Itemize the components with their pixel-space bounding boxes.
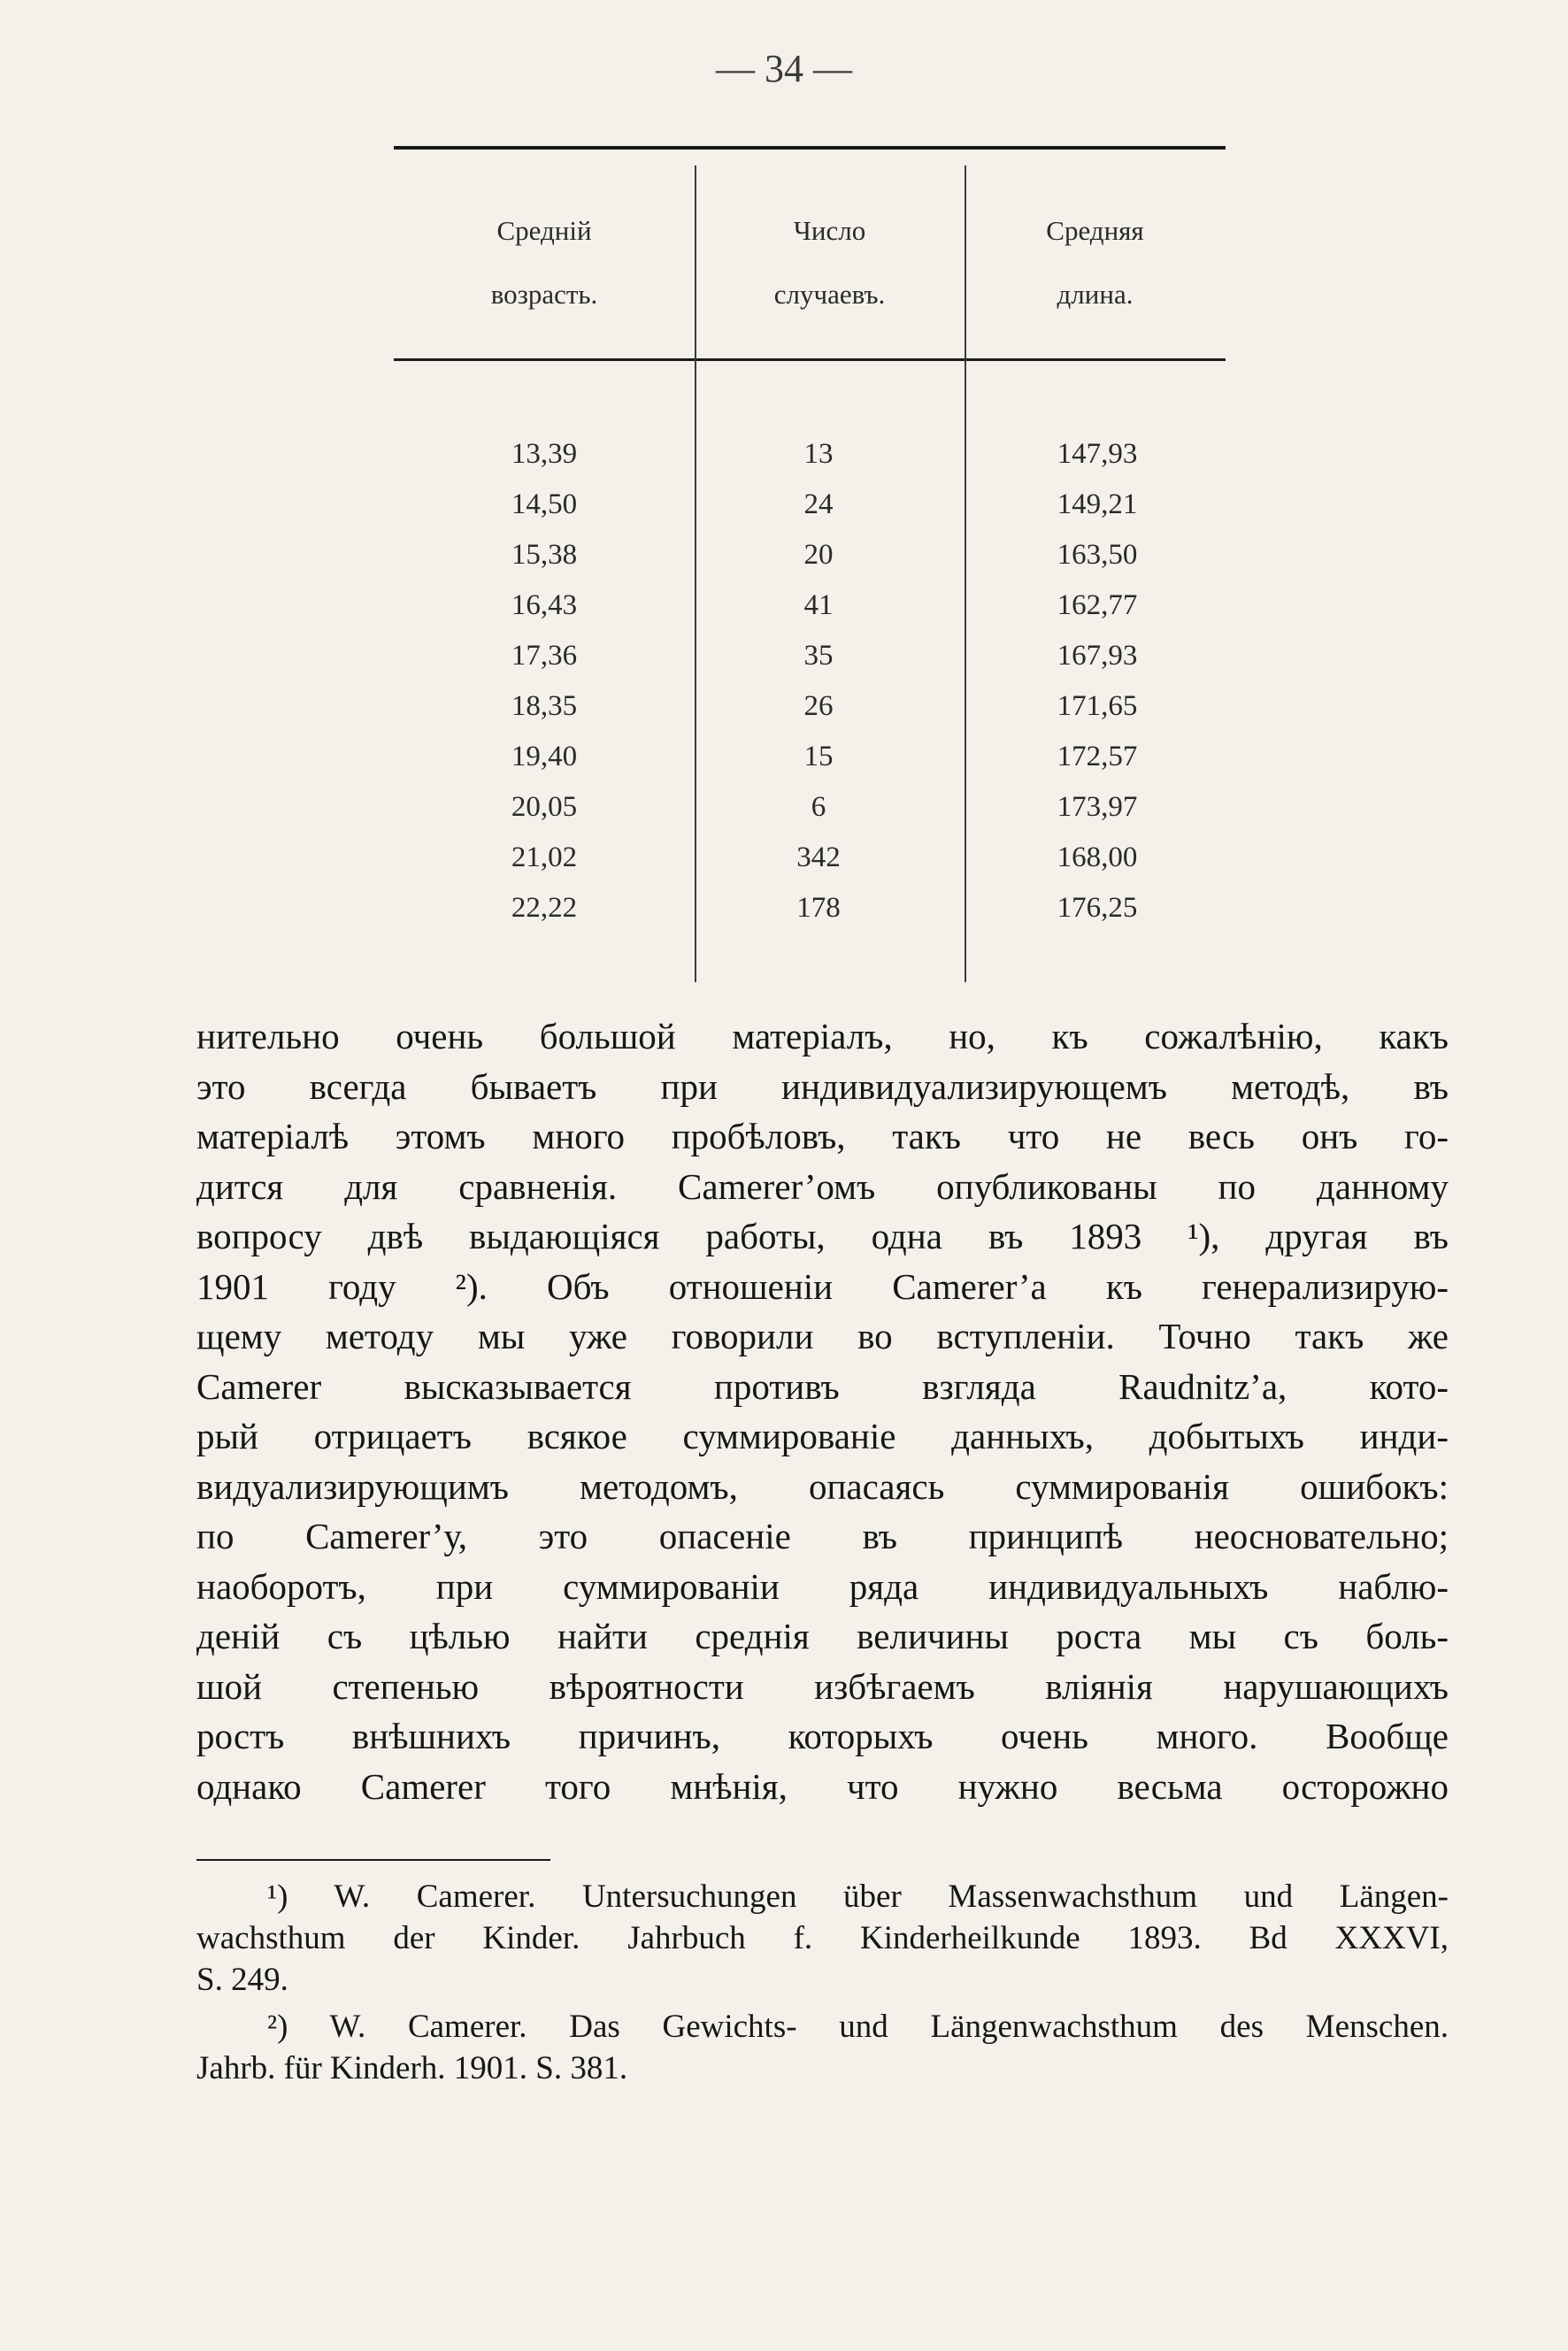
cell-cases: 20 (803, 539, 834, 571)
cell-age: 22,22 (511, 892, 578, 924)
cell-length: 167,93 (1057, 640, 1138, 672)
text-line: 1901 году ²). Объ отношеніи Camerer’a къ генерализирую- (196, 1265, 1449, 1307)
cell-length: 163,50 (1057, 539, 1138, 571)
footnote-2 (196, 2006, 1449, 2089)
table-header-rule (394, 358, 1226, 361)
text-line: рый отрицаетъ всякое суммированіе данныхъ, добытыхъ инди- (196, 1416, 1449, 1456)
table-row (394, 782, 1226, 833)
cell-length: 173,97 (1057, 791, 1138, 823)
text-line: ростъ внѣшнихъ причинъ, которыхъ очень много. Вообще (196, 1716, 1449, 1756)
cell-age: 19,40 (511, 741, 578, 772)
footnotes (196, 1876, 1449, 2094)
cell-age: 15,38 (511, 539, 578, 571)
cell-cases: 24 (803, 488, 834, 520)
table-row (394, 732, 1226, 782)
text-line: деній съ цѣлью найти среднія величины роста мы съ боль- (196, 1616, 1449, 1656)
cell-cases: 41 (803, 589, 834, 621)
cell-cases: 13 (803, 438, 834, 470)
table-row (394, 480, 1226, 530)
cell-age: 20,05 (511, 791, 578, 823)
table-row (394, 631, 1226, 681)
cell-length: 168,00 (1057, 841, 1138, 873)
cell-length: 149,21 (1057, 488, 1138, 520)
text-line: щему методу мы уже говорили во вступленіи. Точно такъ же (196, 1316, 1449, 1356)
cell-length: 171,65 (1057, 690, 1138, 722)
footnote-line: ²) W. Camerer. Das Gewichts- und Längenwachsthum des Menschen. (267, 2009, 1449, 2045)
table-row (394, 883, 1226, 933)
table-body (394, 429, 1226, 933)
cell-cases: 342 (796, 841, 841, 873)
cell-cases: 26 (803, 690, 834, 722)
table-row (394, 681, 1226, 732)
table-top-rule (394, 146, 1226, 150)
footnote-line: ¹) W. Camerer. Untersuchungen über Massenwachsthum und Längen- (267, 1878, 1449, 1915)
body-paragraph (196, 1011, 1449, 1811)
text-line: шой степенью вѣроятности избѣгаемъ вліянія нарушающихъ (196, 1665, 1449, 1707)
cell-length: 176,25 (1057, 892, 1138, 924)
footnote-line: S. 249. (196, 1962, 288, 1998)
cell-cases: 15 (803, 741, 834, 772)
data-table (394, 146, 1226, 982)
footnote-1 (196, 1876, 1449, 2001)
text-line: матеріалѣ этомъ много пробѣловъ, такъ что не весь онъ го- (196, 1116, 1449, 1156)
cell-cases: 178 (796, 892, 841, 924)
footnote-line: wachsthum der Kinder. Jahrbuch f. Kinderheilkunde 1893. Bd XXXVI, (196, 1920, 1449, 1956)
table-row (394, 530, 1226, 580)
column-header-cases: Число случаевъ. (773, 215, 886, 310)
table-row (394, 833, 1226, 883)
text-line: наоборотъ, при суммированіи ряда индивидуальныхъ наблю- (196, 1565, 1449, 1607)
cell-age: 18,35 (511, 690, 578, 722)
cell-age: 13,39 (511, 438, 578, 470)
cell-cases: 6 (811, 791, 826, 823)
page-number: — 34 — (716, 47, 852, 90)
text-line: вопросу двѣ выдающіяся работы, одна въ 1893 ¹), другая въ (196, 1216, 1449, 1256)
table-row (394, 429, 1226, 480)
cell-age: 16,43 (511, 589, 578, 621)
text-line: однако Camerer того мнѣнія, что нужно весьма осторожно (196, 1765, 1449, 1807)
column-header-age: Средній возрасть. (490, 215, 598, 310)
column-header-length: Средняя длина. (1046, 215, 1144, 310)
text-line: это всегда бываетъ при индивидуализирующемъ методѣ, въ (196, 1065, 1449, 1107)
text-line: нительно очень большой матеріалъ, но, къ сожалѣнію, какъ (196, 1016, 1449, 1056)
cell-length: 147,93 (1057, 438, 1138, 470)
text-line: видуализирующимъ методомъ, опасаясь суммированія ошибокъ: (196, 1465, 1449, 1507)
cell-age: 17,36 (511, 640, 578, 672)
cell-length: 162,77 (1057, 589, 1138, 621)
cell-age: 14,50 (511, 488, 578, 520)
cell-length: 172,57 (1057, 741, 1138, 772)
cell-age: 21,02 (511, 841, 578, 873)
footnote-separator (196, 1859, 550, 1861)
cell-cases: 35 (803, 640, 834, 672)
text-line: по Camerer’у, это опасеніе въ принципѣ неосновательно; (196, 1516, 1449, 1556)
text-line: дится для сравненія. Camerer’омъ опубликованы по данному (196, 1165, 1449, 1207)
text-line: Camerer высказывается противъ взгляда Raudnitz’a, кото- (196, 1365, 1449, 1407)
table-row (394, 580, 1226, 631)
footnote-line: Jahrb. für Kinderh. 1901. S. 381. (196, 2050, 628, 2086)
